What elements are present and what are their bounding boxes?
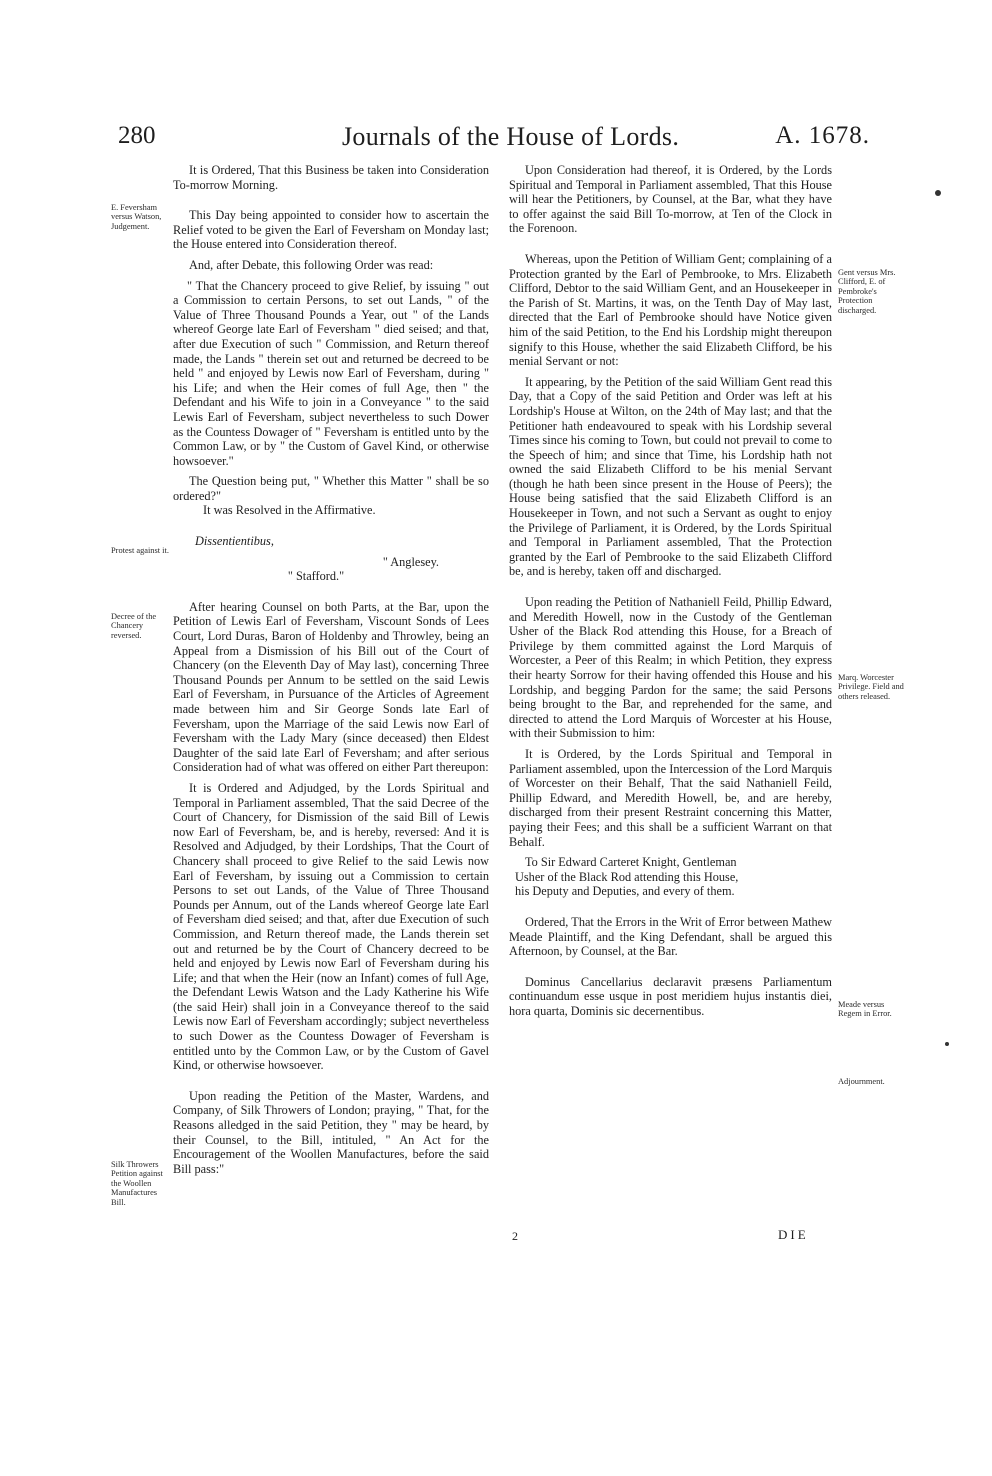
signatory: " Stafford." xyxy=(287,569,345,584)
paragraph: The Question being put, " Whether this Matter " shall be so ordered?" xyxy=(173,474,489,503)
warrant-address: his Deputy and Deputies, and every of them. xyxy=(515,884,735,899)
margin-note: Silk Throwers Petition against the Woollen Manufactures Bill. xyxy=(111,1160,163,1207)
margin-note: Marq. Worcester Privilege. Field and others released. xyxy=(838,673,904,701)
warrant-address: Usher of the Black Rod attending this House, xyxy=(515,869,739,884)
margin-note: E. Feversham versus Watson, Judgement. xyxy=(111,203,162,231)
paragraph: Whereas, upon the Petition of William Gent; complaining of a Protection granted by the Earl of Pembrooke, to Mrs. Elizabeth Clifford, Debtor to the said William Gent, and an Housekeeper in the Parish of St. Martins, it was, on the Tenth Day of May last, directed that the Earl of Pembrooke should have Notice given him of the said Petition, to the End his Lordship might thereupon signify to this House, whether the said Elizabeth Clifford, be his menial Servant or not: xyxy=(509,251,832,369)
paragraph: Dominus Cancellarius declaravit præsens Parliamentum continuandum esse usque in post meridiem hujus instantis diei, hora quarta, Dominis sic decernentibus. xyxy=(509,974,832,1018)
margin-note: Protest against it. xyxy=(111,546,169,555)
warrant-address: To Sir Edward Carteret Knight, Gentleman xyxy=(525,855,737,870)
right-column xyxy=(509,163,832,1024)
page-year: A. 1678. xyxy=(775,122,870,149)
ink-speck xyxy=(945,1042,949,1046)
page-number: 280 xyxy=(118,122,156,149)
dissent-heading: Dissentientibus, xyxy=(195,534,274,549)
left-column xyxy=(173,163,489,1182)
paragraph: Upon reading the Petition of Nathaniell Feild, Phillip Edward, and Meredith Howell, now in the Custody of the Gentleman Usher of the Black Rod attending this House, for a Breach of Privilege by them committed against the Lord Marquis of Worcester, a Peer of this Realm; in which Petition, they express their hearty Sorrow for their having offended this House and his Lordship, and begging Pardon for the same; the said Persons being brought to the Bar, and reprehended for the same, and directed to attend the Lord Marquis of Worcester at his House, with their Submission to him: xyxy=(509,595,832,741)
catchword: DIE xyxy=(778,1227,809,1242)
signatory: " Anglesey. xyxy=(382,554,439,569)
ink-speck xyxy=(935,190,941,196)
paragraph: It is Ordered, by the Lords Spiritual and Temporal in Parliament assembled, upon the Intercession of the Lord Marquis of Worcester on their Behalf, That the said Nathaniell Feild, Phillip Edward, and Meredith Howell, be, and are hereby, discharged from their present Restraint concerning this Matter, paying their Fees; and this shall be a sufficient Warrant on that Behalf. xyxy=(509,746,832,849)
paragraph: It appearing, by the Petition of the said William Gent read this Day, that a Copy of the said Petition and Order was left at his Lordship's House at Wilton, on the 24th of May last; and that the Petitioner hath endeavoured to speak with his Lordship several Times since his coming to Town, but could not prevail to come to the Speech of him; and since that Time, his Lordship hath not owned the said Elizabeth Clifford to be his menial Servant (though he hath been since present in the House of Peers); the House being satisfied that the said Elizabeth Clifford is an Housekeeper in Town, and not such a Servant as ought to enjoy the Privilege of Parliament, it is Ordered, by the Lords Spiritual and Temporal in Parliament assembled, That the Protection granted by the Earl of Pembrooke to the said Elizabeth Clifford be, and is hereby, taken off and discharged. xyxy=(509,374,832,579)
paragraph: Upon Consideration had thereof, it is Ordered, by the Lords Spiritual and Temporal in Parliament assembled, That this House will hear the Petitioners, by Counsel, at the Bar, what they have to offer against the said Bill To-morrow, at Ten of the Clock in the Forenoon. xyxy=(509,163,832,236)
paragraph: After hearing Counsel on both Parts, at the Bar, upon the Petition of Lewis Earl of Feversham, Viscount Sonds of Lees Court, Lord Duras, Baron of Holdenby and Throwley, being an Appeal from a Dismission of his Bill out of the Court of Chancery (on the Eleventh Day of May last), concerning Three Thousand Pounds per Annum to be settled on the said Lewis Earl of Feversham, in Pursuance of the Articles of Agreement made between him and Sir George Sonds late Earl of Feversham, upon the Marriage of the said Lewis now Earl of Feversham with the Lady Mary (since deceased) then Eldest Daughter of the said late Earl of Feversham; and after serious Consideration had of what was offered on either Part thereupon: xyxy=(173,599,489,775)
paragraph: And, after Debate, this following Order was read: xyxy=(189,257,434,272)
page-header xyxy=(110,118,870,158)
paragraph: It is Ordered, That this Business be taken into Consideration To-morrow Morning. xyxy=(173,163,489,192)
paragraph: Upon reading the Petition of the Master, Wardens, and Company, of Silk Throwers of London; praying, " That, for the Reasons alledged in the said Petition, they " may be heard, by their Counsel, to the Bill, intituled, " An Act for the Encouragement of the Woollen Manufactures, before the said Bill pass:" xyxy=(173,1088,489,1176)
margin-note: Decree of the Chancery reversed. xyxy=(111,612,157,640)
paragraph: This Day being appointed to consider how to ascertain the Relief voted to be given the Earl of Feversham on Monday last; the House entered into Consideration thereof. xyxy=(173,208,489,252)
running-title: Journals of the House of Lords. xyxy=(342,122,680,151)
quoted-order: " That the Chancery proceed to give Relief, by issuing " out a Commission to certain Persons, to set out Lands, " of the Value of Three Thousand Pounds a Year, out " of the Lands whereof George late Earl of Feversham " died seised; and that, after due Execution of such " Commission, and Return thereof made, the Lands " therein set out and returned be decreed to be held " and enjoyed by Lewis now Earl of Feversham, during " his Life; and when the Heir comes of full Age, then " the Defendant and his Wife to join in a Conveyance " to the said Lewis Earl of Feversham, subject nevertheless to such Dower as the Countess Dowager of " Feversham is entitled unto by the Common Law, or by " the Custom of Gavel Kind, or otherwise howsoever." xyxy=(173,278,489,468)
paragraph: It is Ordered and Adjudged, by the Lords Spiritual and Temporal in Parliament assembled, That the said Decree of the Court of Chancery, for Dismission of the said Bill of Lewis now Earl of Feversham, be, and is hereby, reversed: And it is Resolved and Adjudged, by their Lordships, That the Court of Chancery shall proceed to give Relief to the said Lewis now Earl of Feversham, by issuing out a Commission to certain Persons to set out Lands, of the Value of Three Thousand Pounds per Annum, out of the Lands whereof George late Earl of Feversham died seised; and that, after due Execution of such Commission, and Return thereof made, the Lands therein set out and returned be by the Court of Chancery decreed to be held and enjoyed by Lewis now Earl of Feversham during his Life; and that when the Heir (now an Infant) comes of full Age, the Defendant Lewis Watson and the Lady Katherine his Wife (the said Heir) shall join in a Conveyance thereof to the said Lewis now Earl of Feversham accordingly; subject nevertheless to such Dower as the Countess Dowager of Feversham is entitled unto by the Common Law, or by the Custom of Gavel Kind, or otherwise howsoever. xyxy=(173,780,489,1073)
paragraph: It was Resolved in the Affirmative. xyxy=(203,503,376,518)
signature-mark: 2 xyxy=(512,1229,518,1243)
margin-note: Adjournment. xyxy=(838,1077,885,1086)
paragraph: Ordered, That the Errors in the Writ of Error between Mathew Meade Plaintiff, and the King Defendant, shall be argued this Afternoon, by Counsel, at the Bar. xyxy=(509,914,832,959)
margin-note: Gent versus Mrs. Clifford, E. of Pembroke's Protection discharged. xyxy=(838,268,896,315)
margin-note: Meade versus Regem in Error. xyxy=(838,1000,892,1019)
